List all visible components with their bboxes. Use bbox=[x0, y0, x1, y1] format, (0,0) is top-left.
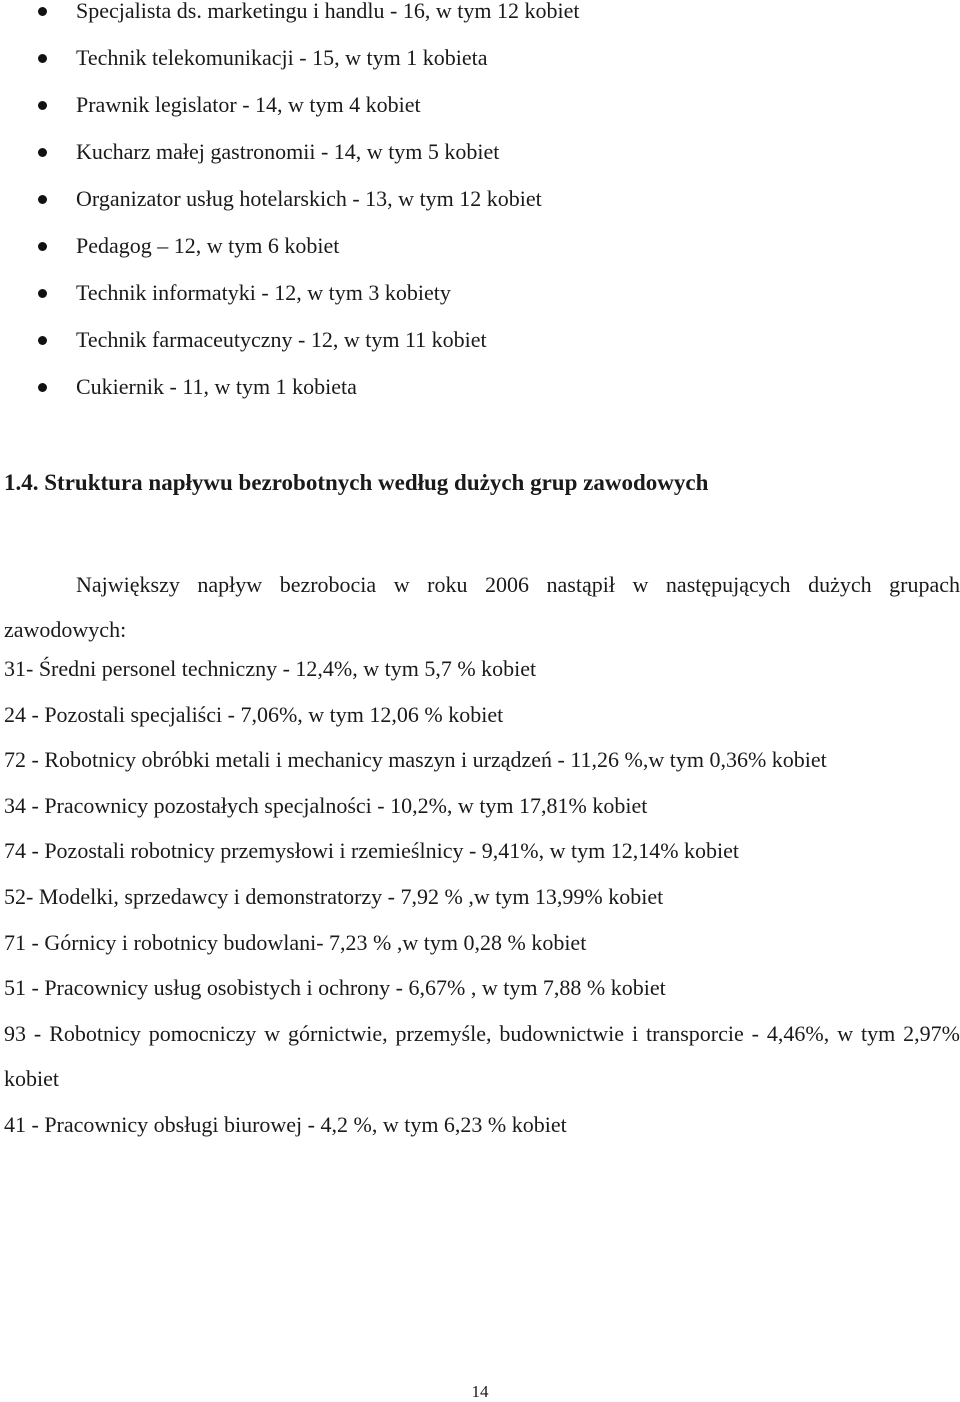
page-number: 14 bbox=[471, 1382, 489, 1401]
bullet-dot-icon bbox=[38, 7, 47, 16]
bullet-dot-icon bbox=[38, 242, 47, 251]
group-item: 72 - Robotnicy obróbki metali i mechanicy maszyn i urządzeń - 11,26 %,w tym 0,36% kobiet bbox=[4, 747, 827, 773]
bullet-text: Technik farmaceutyczny - 12, w tym 11 kobiet bbox=[76, 327, 487, 352]
group-item: 93 - Robotnicy pomocniczy w górnictwie, przemyśle, budownictwie i transporcie - 4,46%, w tym 2,97% kobiet bbox=[4, 1020, 960, 1092]
group-item: 51 - Pracownicy usług osobistych i ochrony - 6,67% , w tym 7,88 % kobiet bbox=[4, 975, 666, 1001]
bullet-dot-icon bbox=[38, 289, 47, 298]
occupational-groups-list bbox=[4, 646, 960, 1148]
bullet-dot-icon bbox=[38, 336, 47, 345]
group-item: 31- Średni personel techniczny - 12,4%, w tym 5,7 % kobiet bbox=[4, 656, 537, 681]
bullet-text: Prawnik legislator - 14, w tym 4 kobiet bbox=[76, 92, 421, 117]
bullet-text: Pedagog – 12, w tym 6 kobiet bbox=[76, 233, 340, 258]
bullet-dot-icon bbox=[38, 195, 47, 204]
intro-paragraph: Największy napływ bezrobocia w roku 2006 nastąpił w następujących dużych grupach zawodowych: bbox=[4, 572, 960, 642]
group-item: 24 - Pozostali specjaliści - 7,06%, w tym 12,06 % kobiet bbox=[4, 701, 504, 727]
bullet-dot-icon bbox=[38, 148, 47, 157]
group-item: 41 - Pracownicy obsługi biurowej - 4,2 %, w tym 6,23 % kobiet bbox=[4, 1111, 567, 1137]
group-item: 34 - Pracownicy pozostałych specjalności - 10,2%, w tym 17,81% kobiet bbox=[4, 792, 648, 818]
bullet-text: Technik informatyki - 12, w tym 3 kobiety bbox=[76, 280, 451, 305]
group-item: 71 - Górnicy i robotnicy budowlani- 7,23 % ,w tym 0,28 % kobiet bbox=[4, 929, 587, 955]
section-heading: 1.4. Struktura napływu bezrobotnych według dużych grup zawodowych bbox=[4, 470, 709, 495]
bullet-text: Cukiernik - 11, w tym 1 kobieta bbox=[76, 374, 357, 399]
bullet-dot-icon bbox=[38, 101, 47, 110]
bullet-text: Kucharz małej gastronomii - 14, w tym 5 kobiet bbox=[76, 139, 500, 164]
group-item: 52- Modelki, sprzedawcy i demonstratorzy - 7,92 % ,w tym 13,99% kobiet bbox=[4, 883, 664, 909]
bullet-text: Technik telekomunikacji - 15, w tym 1 kobieta bbox=[76, 45, 488, 70]
bullet-dot-icon bbox=[38, 383, 47, 392]
bullet-text: Specjalista ds. marketingu i handlu - 16, w tym 12 kobiet bbox=[76, 0, 580, 23]
group-item: 74 - Pozostali robotnicy przemysłowi i rzemieślnicy - 9,41%, w tym 12,14% kobiet bbox=[4, 838, 740, 864]
bullet-dot-icon bbox=[38, 54, 47, 63]
bullet-text: Organizator usług hotelarskich - 13, w tym 12 kobiet bbox=[76, 186, 542, 211]
